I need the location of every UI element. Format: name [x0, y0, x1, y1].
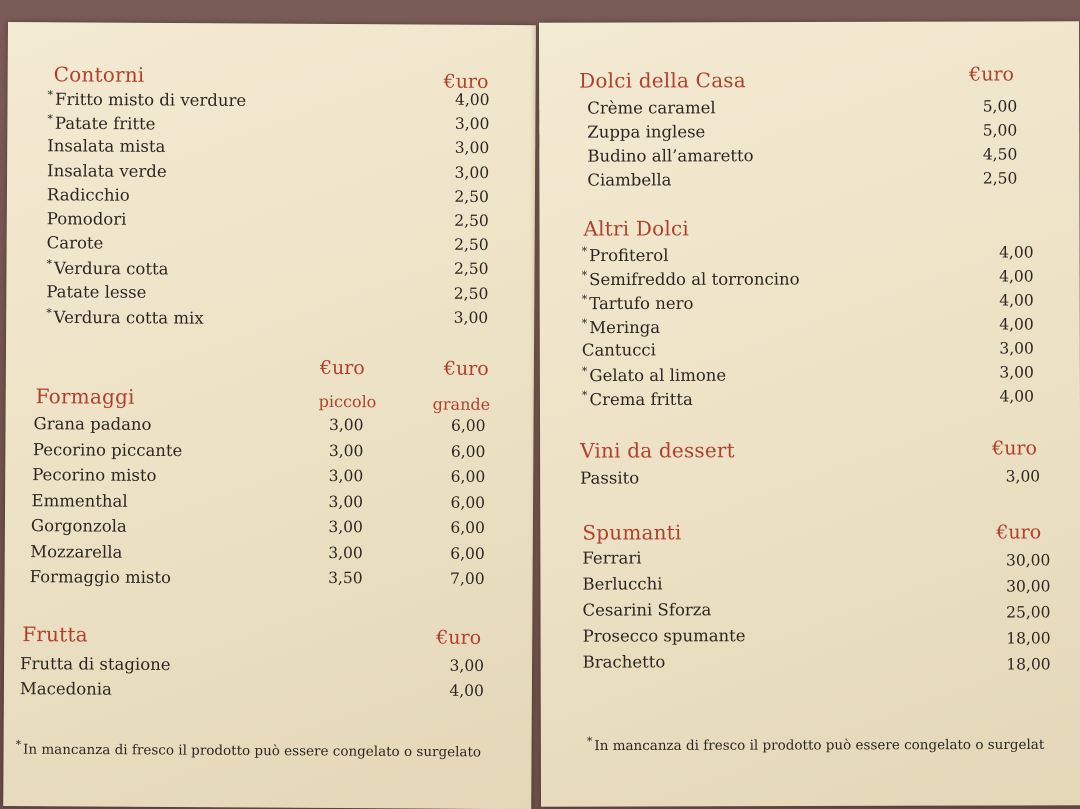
formaggi-item-small: 3,00 [328, 543, 363, 562]
altri-dolci-item-label: Cantucci [581, 340, 656, 360]
vini-heading: Vini da dessert [580, 438, 735, 463]
formaggi-item-label: Gorgonzola [30, 516, 127, 536]
formaggi-item-label: Pecorino piccante [32, 439, 183, 460]
formaggi-label-small: piccolo [318, 391, 377, 412]
spumanti-item-label: Berlucchi [582, 574, 663, 594]
contorni-item-price: 3,00 [454, 114, 490, 134]
contorni-item-price: 4,00 [454, 90, 490, 109]
contorni-item-label: Carote [46, 233, 104, 253]
formaggi-item-name [30, 567, 172, 587]
footnote-asterisk: * [15, 738, 22, 752]
dolci-casa-heading: Dolci della Casa [579, 68, 746, 93]
contorni-heading: Contorni [53, 62, 145, 87]
altri-dolci-item-price: 4,00 [999, 315, 1034, 334]
contorni-item-label: Fritto misto di verdure [54, 89, 247, 110]
contorni-currency: €uro [443, 70, 489, 93]
frutta-item-label: Macedonia [19, 679, 112, 699]
contorni-item-name [46, 258, 168, 279]
dolci-casa-item-price: 4,50 [982, 145, 1018, 164]
contorni-item-name [47, 161, 167, 181]
unavailable-fresh-asterisk: * [581, 268, 588, 282]
dolci-casa-item-price: 2,50 [982, 169, 1018, 188]
altri-dolci-item-price: 3,00 [999, 339, 1034, 358]
formaggi-item-name [30, 542, 122, 562]
altri-dolci-item-label: Gelato al limone [589, 365, 727, 386]
contorni-item-label: Pomodori [46, 209, 127, 229]
contorni-item-label: Verdura cotta mix [53, 307, 204, 328]
contorni-item-label: Insalata verde [47, 160, 167, 181]
altri-dolci-item-name [582, 244, 669, 265]
spumanti-item-label: Brachetto [582, 652, 666, 672]
contorni-item-name [47, 88, 246, 110]
unavailable-fresh-asterisk: * [581, 388, 588, 402]
formaggi-item-large: 6,00 [450, 467, 486, 486]
formaggi-item-label: Grana padano [33, 414, 152, 434]
altri-dolci-item-price: 3,00 [999, 363, 1034, 382]
vini-item-label: Passito [580, 468, 640, 488]
altri-dolci-item-name [582, 316, 660, 337]
spumanti-item-name [582, 574, 662, 593]
frutta-item-name [20, 679, 112, 699]
altri-dolci-item-price: 4,00 [999, 243, 1034, 262]
contorni-item-label: Verdura cotta [53, 259, 169, 279]
dolci-casa-item-name [587, 146, 753, 165]
dolci-casa-item-name [587, 122, 705, 141]
dolci-casa-item-price: 5,00 [982, 121, 1018, 140]
contorni-item-label: Insalata mista [47, 136, 166, 157]
dolci-casa-item-label: Ciambella [587, 170, 672, 190]
formaggi-item-name [32, 491, 128, 511]
unavailable-fresh-asterisk: * [47, 112, 53, 126]
altri-dolci-item-label: Meringa [589, 317, 661, 338]
formaggi-item-label: Formaggio misto [29, 567, 172, 588]
altri-dolci-item-label: Profiterol [589, 245, 669, 266]
formaggi-item-label: Pecorino misto [32, 465, 157, 485]
altri-dolci-heading: Altri Dolci [583, 216, 690, 241]
contorni-item-name [47, 137, 165, 157]
spumanti-item-label: Prosecco spumante [582, 626, 746, 646]
contorni-item-price: 2,50 [454, 235, 489, 255]
formaggi-heading: Formaggi [35, 384, 135, 409]
contorni-item-label: Patate lesse [46, 281, 147, 302]
formaggi-item-name [31, 516, 127, 536]
formaggi-item-large: 7,00 [450, 569, 485, 588]
dolci-casa-item-name [587, 170, 671, 189]
formaggi-item-label: Mozzarella [30, 541, 123, 562]
left-footnote [16, 738, 482, 760]
left-footnote-text: In mancanza di fresco il prodotto può essere congelato o surgelato [23, 741, 482, 761]
dolci-casa-item-name [587, 98, 715, 117]
formaggi-item-small: 3,00 [328, 517, 363, 537]
altri-dolci-item-name [582, 388, 693, 409]
formaggi-item-small: 3,00 [328, 466, 364, 486]
frutta-item-label: Frutta di stagione [20, 654, 171, 675]
vini-currency: €uro [992, 437, 1037, 460]
contorni-item-price: 3,00 [454, 139, 490, 158]
altri-dolci-item-name [582, 364, 726, 385]
formaggi-item-small: 3,00 [328, 492, 364, 511]
altri-dolci-item-name [582, 340, 656, 359]
altri-dolci-item-label: Crema fritta [589, 389, 693, 410]
formaggi-item-name [33, 440, 183, 460]
dolci-casa-item-label: Budino all’amaretto [587, 146, 754, 166]
spumanti-heading: Spumanti [582, 520, 682, 545]
contorni-item-price: 2,50 [453, 260, 489, 279]
spumanti-item-price: 30,00 [1006, 577, 1051, 596]
contorni-item-name [47, 112, 155, 133]
unavailable-fresh-asterisk: * [581, 364, 588, 378]
vini-item-price: 3,00 [1005, 467, 1041, 486]
contorni-item-price: 3,00 [454, 163, 490, 182]
spumanti-currency: €uro [996, 521, 1042, 544]
formaggi-item-large: 6,00 [450, 416, 486, 435]
dolci-casa-item-label: Crème caramel [587, 98, 716, 118]
contorni-item-price: 2,50 [453, 284, 489, 303]
formaggi-item-name [33, 414, 151, 434]
contorni-item-name [47, 209, 127, 228]
formaggi-item-large: 6,00 [450, 518, 485, 537]
right-footnote-text: In mancanza di fresco il prodotto può essere congelato o surgelat [594, 736, 1045, 755]
unavailable-fresh-asterisk: * [46, 306, 52, 320]
frutta-heading: Frutta [22, 622, 88, 647]
formaggi-item-label: Emmenthal [31, 490, 128, 511]
spumanti-item-price: 25,00 [1006, 603, 1051, 622]
contorni-item-name [47, 233, 104, 252]
contorni-item-name [46, 282, 146, 302]
altri-dolci-item-price: 4,00 [999, 267, 1034, 286]
unavailable-fresh-asterisk: * [47, 88, 54, 102]
spumanti-item-name [582, 600, 711, 619]
altri-dolci-item-price: 4,00 [999, 291, 1034, 310]
spumanti-item-name [583, 652, 666, 671]
vini-item-name [580, 468, 639, 487]
menu-right-page [539, 21, 1080, 806]
spumanti-item-price: 18,00 [1006, 629, 1051, 648]
frutta-currency: €uro [436, 626, 482, 649]
altri-dolci-item-label: Tartufo nero [589, 293, 694, 314]
spumanti-item-name [582, 548, 641, 567]
formaggi-item-large: 6,00 [450, 493, 486, 512]
altri-dolci-item-name [582, 268, 800, 289]
frutta-item-name [20, 654, 171, 674]
spumanti-item-label: Cesarini Sforza [582, 600, 712, 620]
unavailable-fresh-asterisk: * [581, 316, 588, 330]
menu-left-page [3, 22, 536, 809]
contorni-item-name [47, 185, 130, 205]
formaggi-item-large: 6,00 [450, 544, 485, 563]
contorni-item-price: 2,50 [454, 187, 489, 206]
contorni-item-name [46, 306, 204, 327]
spumanti-item-label: Ferrari [582, 548, 642, 568]
spumanti-item-name [583, 626, 746, 645]
dolci-casa-item-label: Zuppa inglese [587, 122, 706, 142]
spumanti-item-price: 30,00 [1005, 551, 1051, 570]
unavailable-fresh-asterisk: * [46, 257, 53, 271]
formaggi-item-small: 3,00 [328, 415, 364, 435]
frutta-item-price: 4,00 [449, 681, 484, 700]
frutta-item-price: 3,00 [449, 656, 485, 675]
contorni-item-label: Radicchio [46, 185, 130, 205]
unavailable-fresh-asterisk: * [581, 244, 588, 258]
formaggi-currency-large: €uro [443, 357, 489, 380]
right-footnote [587, 733, 1044, 754]
unavailable-fresh-asterisk: * [581, 292, 588, 306]
footnote-asterisk: * [586, 734, 593, 748]
formaggi-currency-small: €uro [319, 356, 365, 380]
contorni-item-price: 2,50 [454, 211, 489, 230]
altri-dolci-item-name [582, 292, 694, 313]
dolci-casa-item-price: 5,00 [982, 97, 1018, 116]
formaggi-label-large: grande [432, 394, 491, 414]
formaggi-item-small: 3,00 [328, 441, 364, 460]
altri-dolci-item-price: 4,00 [999, 387, 1034, 406]
formaggi-item-small: 3,50 [328, 568, 363, 588]
spumanti-item-price: 18,00 [1006, 655, 1051, 674]
altri-dolci-item-label: Semifreddo al torroncino [589, 269, 800, 290]
contorni-item-price: 3,00 [453, 308, 489, 327]
dolci-casa-currency: €uro [969, 63, 1014, 86]
contorni-item-label: Patate fritte [54, 113, 156, 134]
formaggi-item-large: 6,00 [450, 442, 486, 461]
formaggi-item-name [32, 465, 156, 485]
